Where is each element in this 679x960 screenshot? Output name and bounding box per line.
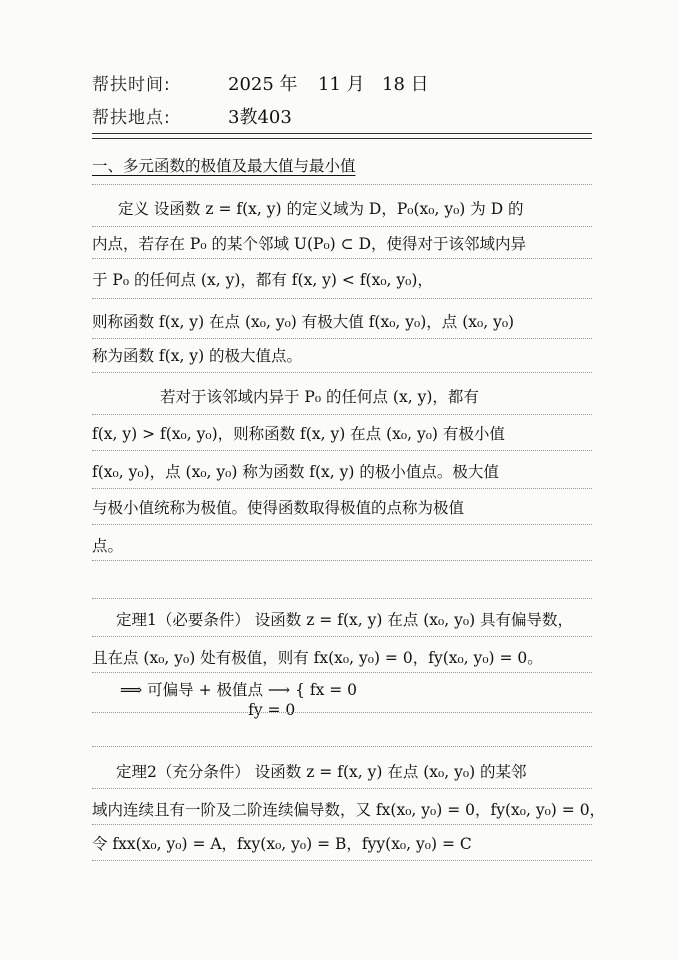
- time-year: 2025 年: [228, 74, 298, 95]
- ruled-line: [92, 298, 592, 299]
- ruled-line: [92, 524, 592, 525]
- note-line: 称为函数 f(x, y) 的极大值点。: [92, 347, 303, 365]
- place-value: 3教403: [228, 107, 292, 128]
- note-line: fy = 0: [120, 701, 296, 719]
- place-label: 帮扶地点:: [92, 108, 171, 128]
- note-line: 定理1（必要条件） 设函数 z = f(x, y) 在点 (x₀, y₀) 具有偏导数，: [116, 611, 574, 629]
- header-divider: [92, 133, 592, 134]
- ruled-line: [92, 488, 592, 489]
- note-line: 定义 设函数 z = f(x, y) 的定义域为 D，P₀(x₀, y₀) 为 D 的: [118, 200, 524, 218]
- note-line: 则称函数 f(x, y) 在点 (x₀, y₀) 有极大值 f(x₀, y₀)，点 (x₀, y₀): [92, 313, 515, 331]
- note-line: ⟹ 可偏导 + 极值点 ⟶ { fx = 0: [120, 681, 358, 699]
- note-line: f(x, y) > f(x₀, y₀)，则称函数 f(x, y) 在点 (x₀, y₀) 有极小值: [92, 425, 505, 443]
- ruled-line: [92, 860, 592, 861]
- note-line: f(x₀, y₀)，点 (x₀, y₀) 称为函数 f(x, y) 的极小值点。极大值: [92, 463, 499, 481]
- note-line: 于 P₀ 的任何点 (x, y)，都有 f(x, y) < f(x₀, y₀)，: [92, 271, 433, 289]
- ruled-line: [92, 788, 592, 789]
- time-label: 帮扶时间:: [92, 75, 171, 95]
- note-line: 内点，若存在 P₀ 的某个邻域 U(P₀) ⊂ D，使得对于该邻域内异: [92, 235, 526, 253]
- section-title: 一、多元函数的极值及最大值与最小值: [92, 157, 356, 175]
- ruled-line: [92, 598, 592, 599]
- ruled-line: [92, 712, 592, 713]
- note-line: 定理2（充分条件） 设函数 z = f(x, y) 在点 (x₀, y₀) 的某邻: [116, 763, 527, 781]
- ruled-line: [92, 338, 592, 339]
- ruled-line: [92, 372, 592, 373]
- header-divider-2: [92, 138, 592, 139]
- ruled-line: [92, 450, 592, 451]
- ruled-line: [92, 258, 592, 259]
- ruled-line: [92, 226, 592, 227]
- ruled-line: [92, 672, 592, 673]
- ruled-line: [92, 560, 592, 561]
- ruled-line: [92, 824, 592, 825]
- note-line: 令 fxx(x₀, y₀) = A，fxy(x₀, y₀) = B，fyy(x₀, y₀) = C: [92, 835, 472, 853]
- ruled-line: [92, 414, 592, 415]
- time-month: 11 月: [318, 74, 365, 95]
- note-line: 域内连续且有一阶及二阶连续偏导数，又 fx(x₀, y₀) = 0，fy(x₀, y₀) = 0，: [92, 801, 606, 819]
- ruled-line: [92, 184, 592, 185]
- note-line: 点。: [92, 537, 124, 555]
- time-day: 18 日: [382, 74, 429, 95]
- note-line: 且在点 (x₀, y₀) 处有极值，则有 fx(x₀, y₀) = 0，fy(x₀, y₀) = 0。: [92, 649, 543, 667]
- ruled-line: [92, 636, 592, 637]
- note-line: 若对于该邻域内异于 P₀ 的任何点 (x, y)，都有: [160, 388, 479, 406]
- ruled-line: [92, 746, 592, 747]
- note-line: 与极小值统称为极值。使得函数取得极值的点称为极值: [92, 499, 465, 517]
